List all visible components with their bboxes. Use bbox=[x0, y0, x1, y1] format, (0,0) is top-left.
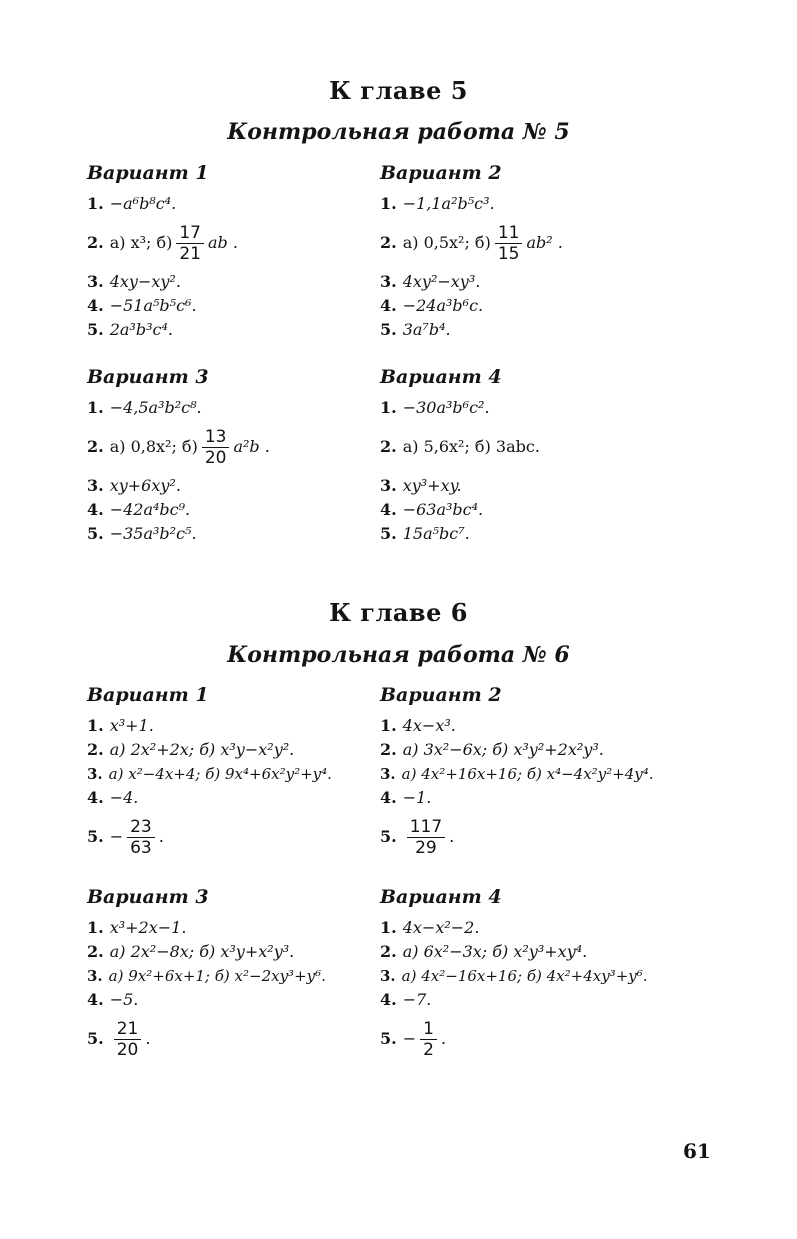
answer-2: 2. а) 6x²−3x; б) x²y³+xy⁴. bbox=[380, 942, 588, 961]
answer-1: 1. 4x−x²−2. bbox=[380, 918, 480, 937]
test-5-title: Контрольная работа № 5 bbox=[227, 119, 570, 145]
fraction: $\frac{13}{20}$ bbox=[202, 427, 230, 468]
variant-title: Вариант 2 bbox=[380, 684, 502, 706]
answer-5: 5. − $\frac{23}{63}$ . bbox=[87, 816, 164, 858]
variant-title: Вариант 4 bbox=[380, 366, 502, 388]
answer-5: 5. − $\frac{1}{2}$ . bbox=[380, 1018, 447, 1060]
answer-3: 3. а) 9x²+6x+1; б) x²−2xy³+y⁶. bbox=[87, 967, 326, 985]
fraction: $\frac{23}{63}$ bbox=[127, 817, 155, 858]
answer-4: 4. −5. bbox=[87, 990, 139, 1009]
ch5-variant-1 bbox=[87, 160, 407, 342]
answer-4: 4. −24a³b⁶c. bbox=[380, 296, 484, 315]
answer-2: 2. а) 2x²−8x; б) x³y+x²y³. bbox=[87, 942, 295, 961]
ch5-variant-4 bbox=[380, 364, 700, 546]
fraction: $\frac{11}{15}$ bbox=[495, 223, 523, 264]
answer-3: 3. 4xy²−xy³. bbox=[380, 272, 481, 291]
answer-2: 2. а) x³; б) $\frac{17}{21}$ ab . bbox=[87, 222, 238, 264]
answer-5: 5. $\frac{117}{29}$ . bbox=[380, 816, 455, 858]
ch6-variant-2 bbox=[380, 682, 740, 864]
answer-1: 1. x³+1. bbox=[87, 716, 154, 735]
answer-1: 1. −a⁶b⁸c⁴. bbox=[87, 194, 177, 213]
fraction: $\frac{117}{29}$ bbox=[407, 817, 445, 858]
variant-title: Вариант 1 bbox=[87, 684, 209, 706]
answer-3: 3. а) 4x²−16x+16; б) 4x²+4xy³+y⁶. bbox=[380, 967, 648, 985]
fraction: $\frac{21}{20}$ bbox=[114, 1019, 142, 1060]
answer-2: 2. а) 0,5x²; б) $\frac{11}{15}$ ab² . bbox=[380, 222, 563, 264]
answer-4: 4. −63a³bc⁴. bbox=[380, 500, 484, 519]
answer-4: 4. −51a⁵b⁵c⁶. bbox=[87, 296, 197, 315]
answer-5: 5. −35a³b²c⁵. bbox=[87, 524, 197, 543]
chapter-5-heading: К главе 5 bbox=[329, 76, 468, 105]
variant-title: Вариант 2 bbox=[380, 162, 502, 184]
page-number: 61 bbox=[683, 1139, 711, 1163]
answer-4: 4. −7. bbox=[380, 990, 432, 1009]
fraction: $\frac{17}{21}$ bbox=[176, 223, 204, 264]
answer-1: 1. 4x−x³. bbox=[380, 716, 456, 735]
answer-3: 3. а) x²−4x+4; б) 9x⁴+6x²y²+y⁴. bbox=[87, 765, 332, 783]
answer-2: 2. а) 2x²+2x; б) x³y−x²y². bbox=[87, 740, 295, 759]
test-6-title: Контрольная работа № 6 bbox=[227, 642, 570, 668]
ch5-variant-3 bbox=[87, 364, 407, 546]
ch6-variant-4 bbox=[380, 884, 740, 1066]
answer-1: 1. −1,1a²b⁵c³. bbox=[380, 194, 495, 213]
answer-4: 4. −42a⁴bc⁹. bbox=[87, 500, 191, 519]
answer-2: 2. а) 5,6x²; б) 3abc. bbox=[380, 437, 540, 456]
answer-1: 1. −4,5a³b²c⁸. bbox=[87, 398, 202, 417]
answer-3: 3. xy+6xy². bbox=[87, 476, 181, 495]
variant-title: Вариант 4 bbox=[380, 886, 502, 908]
ch5-variant-2 bbox=[380, 160, 700, 342]
answer-1: 1. −30a³b⁶c². bbox=[380, 398, 490, 417]
answer-1: 1. x³+2x−1. bbox=[87, 918, 187, 937]
answer-4: 4. −1. bbox=[380, 788, 432, 807]
answer-5: 5. 2a³b³c⁴. bbox=[87, 320, 173, 339]
answer-3: 3. а) 4x²+16x+16; б) x⁴−4x²y²+4y⁴. bbox=[380, 765, 654, 783]
answer-5: 5. 3a⁷b⁴. bbox=[380, 320, 451, 339]
ch6-variant-1 bbox=[87, 682, 377, 864]
answer-4: 4. −4. bbox=[87, 788, 139, 807]
answer-3: 3. 4xy−xy². bbox=[87, 272, 181, 291]
fraction: $\frac{1}{2}$ bbox=[420, 1019, 437, 1060]
ch6-variant-3 bbox=[87, 884, 377, 1066]
variant-title: Вариант 3 bbox=[87, 886, 209, 908]
answer-5: 5. $\frac{21}{20}$ . bbox=[87, 1018, 151, 1060]
variant-title: Вариант 3 bbox=[87, 366, 209, 388]
answer-2: 2. а) 0,8x²; б) $\frac{13}{20}$ a²b . bbox=[87, 426, 270, 468]
answer-5: 5. 15a⁵bc⁷. bbox=[380, 524, 470, 543]
chapter-6-heading: К главе 6 bbox=[329, 598, 468, 627]
answer-3: 3. xy³+xy. bbox=[380, 476, 462, 495]
variant-title: Вариант 1 bbox=[87, 162, 209, 184]
answer-2: 2. а) 3x²−6x; б) x³y²+2x²y³. bbox=[380, 740, 604, 759]
